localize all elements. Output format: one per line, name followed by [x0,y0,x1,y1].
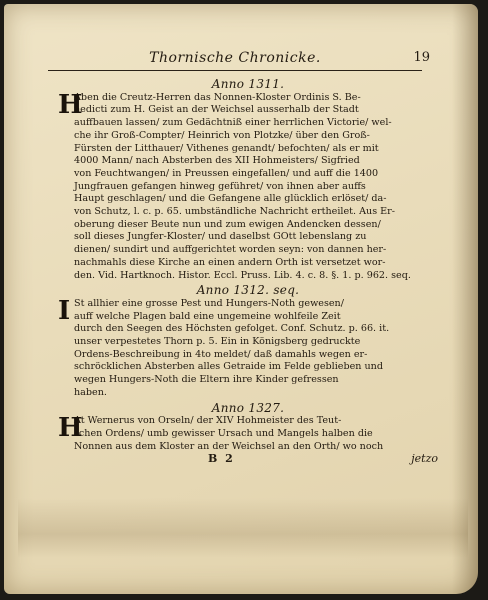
text-line: Nonnen aus dem Kloster an der Weichsel an den Orth/ wo noch [74,440,384,452]
text-line: wegen Hungers-Noth die Eltern ihre Kinder gefressen [74,374,339,386]
text-line: durch den Seegen des Höchsten gefolget. Conf. Schutz. p. 66. it. [74,323,390,335]
paragraph-1311 [58,89,438,283]
text-line: schröcklichen Absterben alles Getraide im Felde geblieben und [74,361,384,373]
page-number: 19 [413,50,430,65]
text-line: dienen/ sundirt und auffgerichtet worden seyn: von dannen her- [74,244,387,256]
catchword: jetzo [411,452,438,466]
page-body [58,76,438,554]
text-line: At Wernerus von Orseln/ der XIV Hohmeister des Teut- [74,415,342,427]
text-line: 4000 Mann/ nach Absterben des XII Hohmeisters/ Sigfried [74,155,360,167]
text-line: von Feuchtwangen/ in Preussen eingefallen/ und auff die 1400 [74,167,379,179]
text-line: soll dieses Jungfer-Kloster/ und daselbst GOtt lebenslang zu [74,231,367,243]
text-line: Haupt geschlagen/ und die Gefangene alle glücklich erlöset/ da- [74,193,387,205]
text-line: haben. [74,386,107,398]
text-line: auff welche Plagen bald eine ungemeine wohlfeile Zeit [74,310,341,322]
text-line: schen Ordens/ umb gewisser Ursach und Mangels halben die [74,427,373,439]
section-year-1312: Anno 1312. seq. [196,283,300,298]
page-footer [58,453,438,466]
text-line: Aben die Creutz-Herren das Nonnen-Kloster Ordinis S. Be- [74,91,361,103]
text-line: auffbauen lassen/ zum Gedächtniß einer herrlichen Victorie/ wel- [74,117,392,129]
text-line: Jungfrauen gefangen hinweg geführet/ von ihnen aber auffs [74,180,366,192]
text-line: St allhier eine grosse Pest und Hungers-Noth gewesen/ [74,297,344,309]
text-line: nachmahls diese Kirche an einen andern Orth ist versetzet wor- [74,256,386,268]
running-title: Thornische Chronicke. [149,50,321,66]
text-line: von Schutz, l. c. p. 65. umbständliche Nachricht ertheilet. Aus Er- [74,206,396,218]
text-line: unser verpestetes Thorn p. 5. Ein in Königsberg gedruckte [74,336,361,348]
page-header [48,48,430,71]
drop-initial: H [58,413,83,444]
text-line: Ordens-Beschreibung in 4to meldet/ daß damahls wegen er- [74,348,368,360]
book-page [4,4,478,594]
section-year-1311: Anno 1311. [211,77,285,91]
text-line: oberung dieser Beute nun und zum ewigen Andencken dessen/ [74,218,381,230]
paragraph-1312 [58,295,438,400]
text-line: nedicti zum H. Geist an der Weichsel ausserhalb der Stadt [74,104,359,116]
signature-mark: B 2 [208,452,235,466]
drop-initial: I [58,295,71,326]
drop-initial: H [58,89,83,120]
paragraph-1327 [58,415,438,453]
text-line: che ihr Groß-Compter/ Heinrich von Plotzke/ über den Groß- [74,129,370,141]
section-year-1327: Anno 1327. [211,400,285,415]
text-line: Fürsten der Litthauer/ Vithenes genandt/ befochten/ als er mit [74,142,379,154]
text-line: den. Vid. Hartknoch. Histor. Eccl. Pruss. Lib. 4. c. 8. §. 1. p. 962. seq. [74,269,411,281]
